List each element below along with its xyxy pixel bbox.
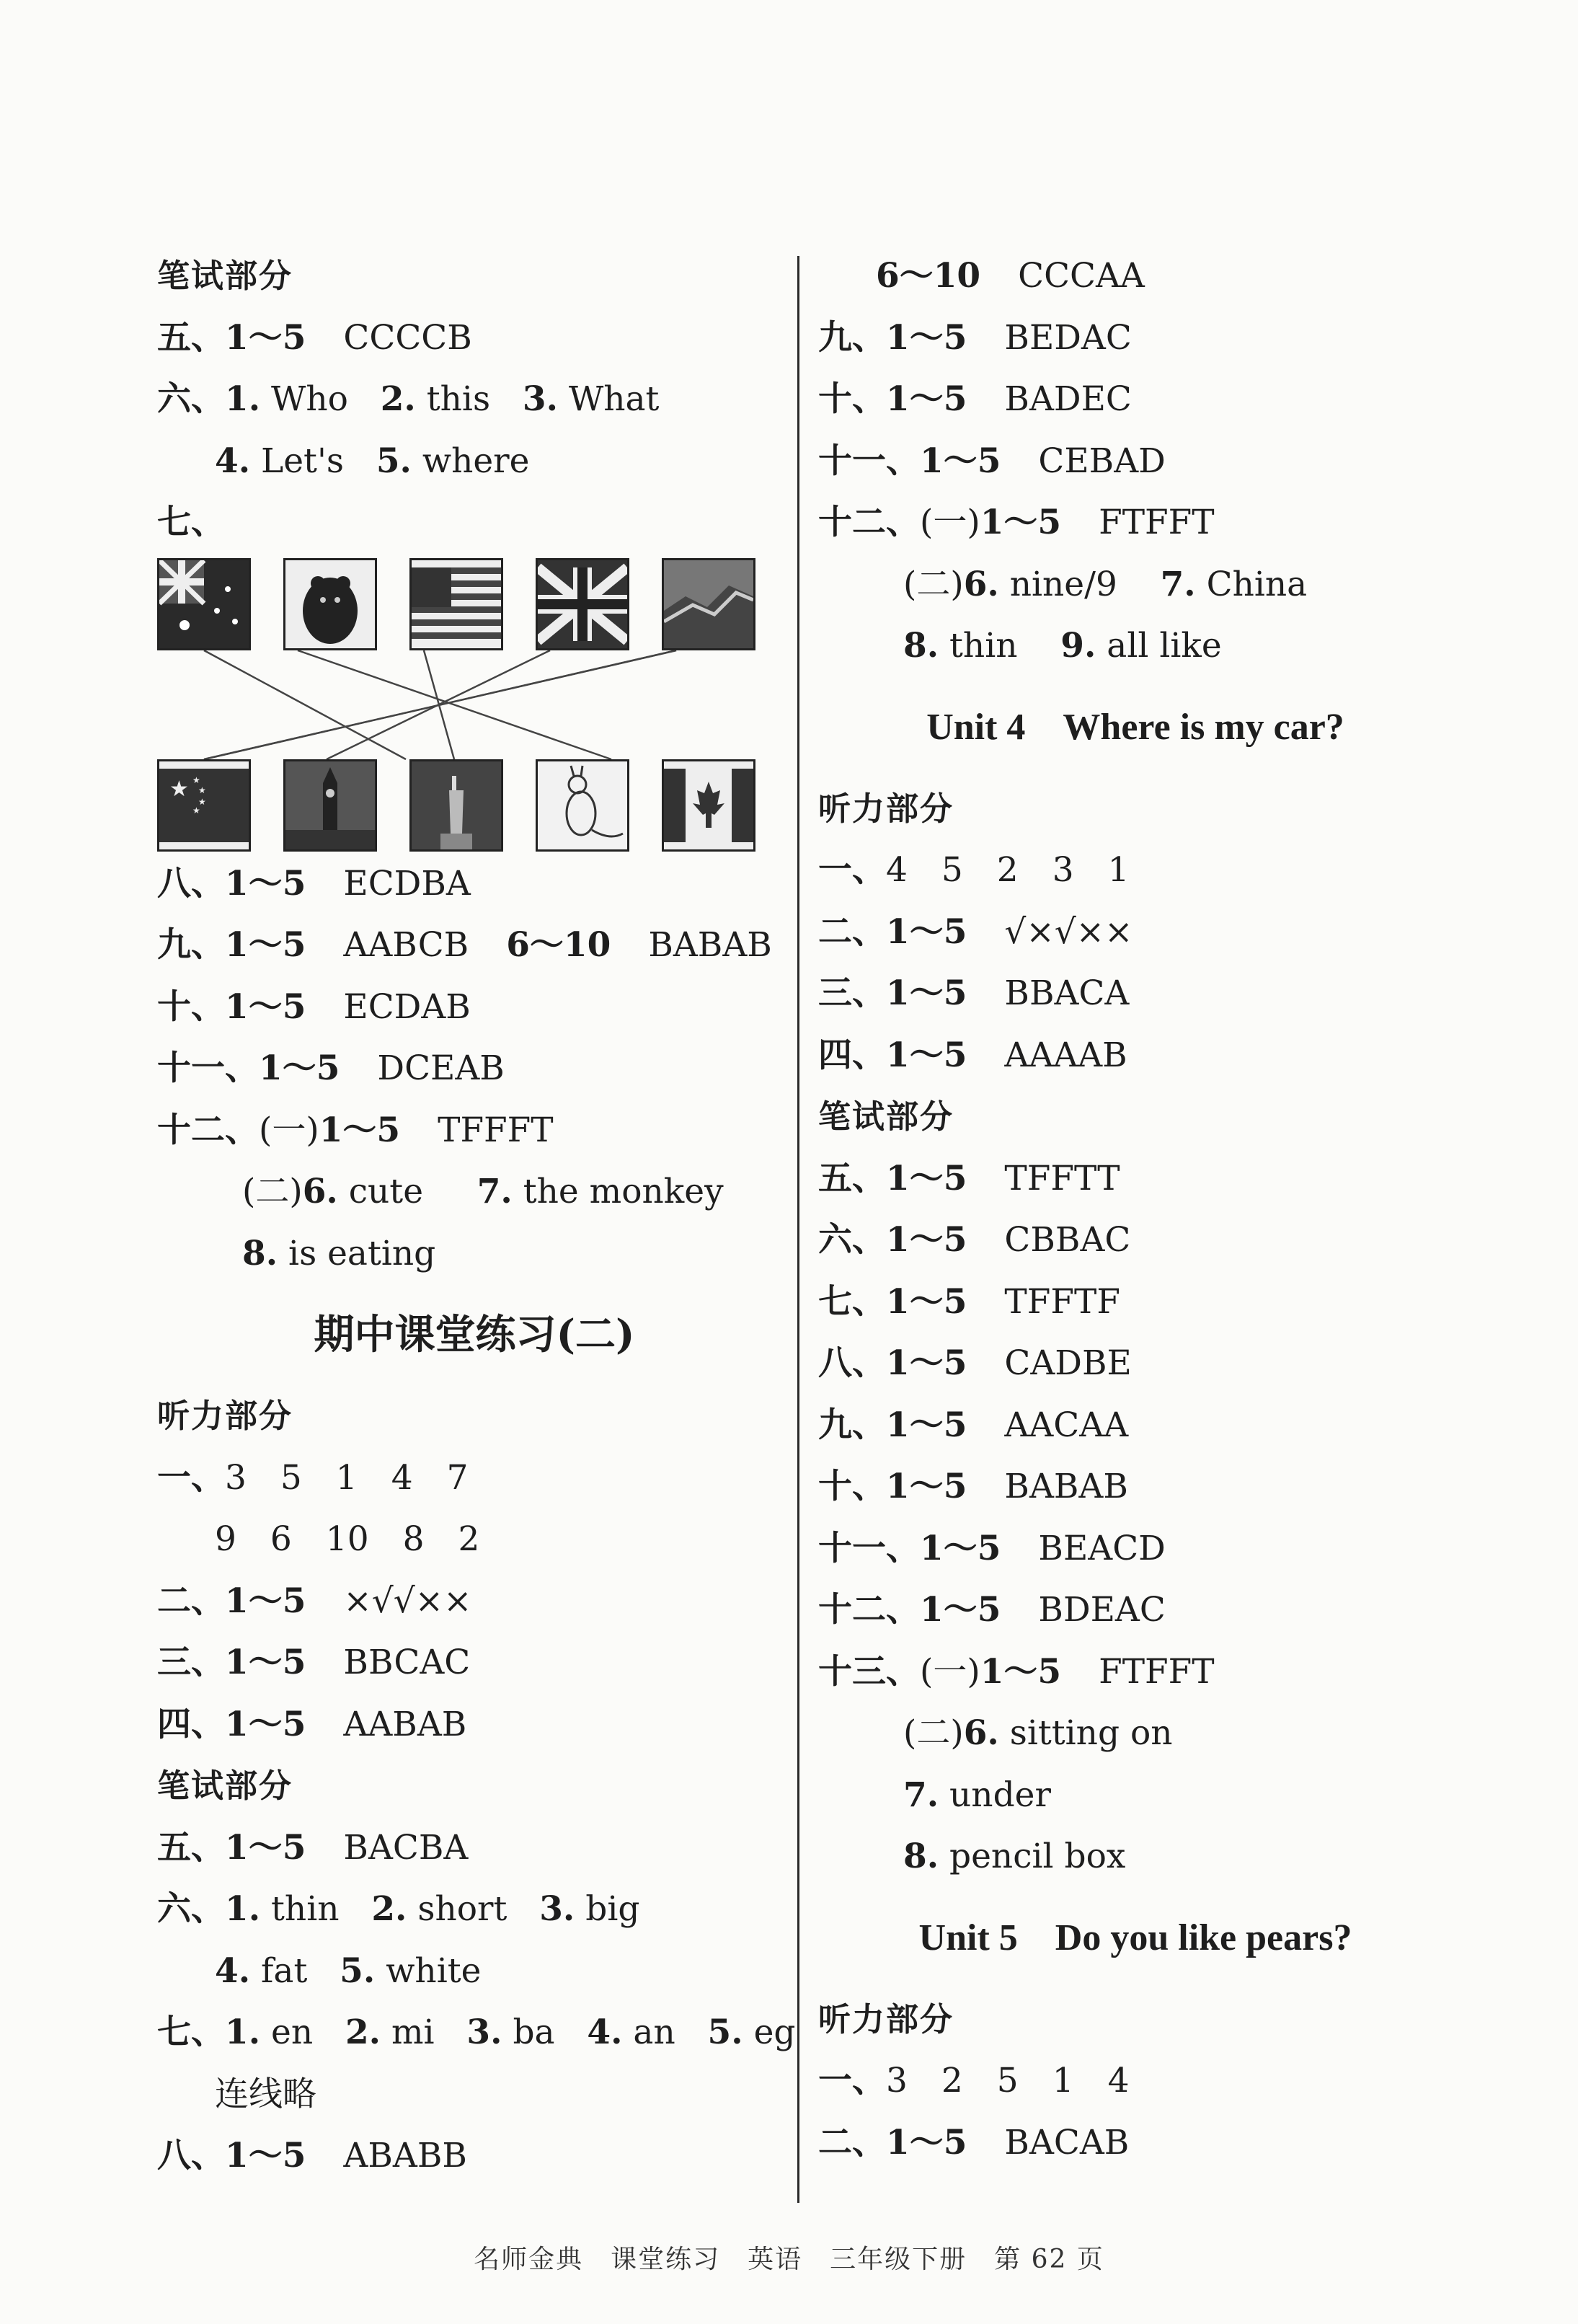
svg-text:★: ★	[198, 785, 206, 795]
great-wall-icon	[662, 558, 755, 650]
section-listening: 听力部分	[818, 789, 954, 828]
column-divider	[797, 256, 799, 2203]
answer-line: 七、1～5 TFFTF	[818, 1281, 1120, 1322]
answer-line: 8. is eating	[242, 1233, 436, 1273]
answer-line: 7. under	[903, 1775, 1051, 1815]
kangaroo-icon	[536, 759, 629, 852]
answer-line: 二、1～5 ×√√××	[157, 1581, 472, 1621]
answer-line: 九、1～5 AABCB 6～10 BABAB	[157, 925, 772, 965]
china-flag-icon	[157, 759, 251, 852]
answer-line: 6～10 CCCAA	[876, 256, 1145, 296]
section-listening: 听力部分	[818, 2000, 954, 2038]
answer-line: (二)6. nine/9 7. China	[903, 564, 1308, 604]
answer-line: 十三、(一)1～5 FTFFT	[818, 1651, 1215, 1692]
answer-line: 二、1～5 √×√××	[818, 911, 1133, 952]
australia-flag-icon	[157, 558, 251, 650]
canada-flag-icon	[662, 759, 755, 852]
usa-flag-icon	[409, 558, 503, 650]
answer-line: 五、1～5 TFFTT	[818, 1158, 1120, 1198]
answer-line: 十二、(一)1～5 FTFFT	[818, 503, 1215, 542]
section-listening: 听力部分	[157, 1397, 293, 1435]
uk-flag-icon	[536, 558, 629, 650]
answer-line: 九、1～5 BEDAC	[818, 317, 1132, 358]
right-column	[818, 245, 1453, 2173]
answer-line: 八、1～5 CADBE	[818, 1343, 1132, 1383]
answer-line: 九、1～5 AACAA	[818, 1405, 1129, 1445]
answer-line: 三、1～5 BBACA	[818, 973, 1130, 1013]
answer-line: 十一、1～5 BEACD	[818, 1528, 1166, 1568]
answer-line: 六、1. thin 2. short 3. big	[157, 1889, 640, 1929]
answer-line: 9 6 10 8 2	[215, 1519, 480, 1559]
answer-line: 4. Let's 5. where	[215, 441, 530, 481]
section-written: 笔试部分	[157, 257, 293, 295]
answer-line: 四、1～5 AABAB	[157, 1704, 467, 1744]
answer-line: 五、1～5 CCCCB	[157, 317, 472, 358]
section-written: 笔试部分	[157, 1767, 293, 1805]
answer-line: 8. pencil box	[903, 1837, 1126, 1876]
answer-line: 十、1～5 BABAB	[818, 1467, 1128, 1506]
answer-line: 十一、1～5 DCEAB	[157, 1048, 505, 1088]
answer-line: 十二、(一)1～5 TFFFT	[157, 1110, 554, 1150]
section-written: 笔试部分	[818, 1097, 954, 1136]
answer-line: 8. thin 9. all like	[903, 626, 1222, 666]
section-heading: 期中课堂练习(二)	[314, 1311, 635, 1358]
answer-line: 八、1～5 ABABB	[157, 2136, 467, 2175]
answer-line: 五、1～5 BACBA	[157, 1827, 469, 1868]
svg-text:★: ★	[192, 774, 200, 785]
answer-line: 十一、1～5 CEBAD	[818, 441, 1166, 481]
answer-line: 四、1～5 AAAAB	[818, 1035, 1127, 1075]
answer-line: 六、1. Who 2. this 3. What	[157, 379, 660, 419]
page-footer: 名师金典 课堂练习 英语 三年级下册 第 62 页	[474, 2245, 1104, 2274]
answer-line: (二)6. cute 7. the monkey	[242, 1172, 724, 1211]
answer-line: 一、3 2 5 1 4	[818, 2061, 1130, 2100]
answer-line: 一、4 5 2 3 1	[818, 850, 1130, 890]
big-ben-icon	[283, 759, 377, 852]
answer-line: 七、1. en 2. mi 3. ba 4. an 5. eg	[157, 2012, 796, 2052]
answer-line: 十二、1～5 BDEAC	[818, 1590, 1166, 1630]
svg-text:★: ★	[169, 776, 189, 802]
answer-line: 一、3 5 1 4 7	[157, 1457, 469, 1498]
answer-line: 八、1～5 ECDBA	[157, 863, 471, 903]
left-column	[157, 245, 796, 2187]
answer-line: 七、	[157, 503, 225, 542]
answer-line: 十、1～5 ECDAB	[157, 986, 471, 1027]
answer-line: 六、1～5 CBBAC	[818, 1220, 1131, 1260]
answer-line: 十、1～5 BADEC	[818, 379, 1132, 419]
unit-4-heading: Unit 4 Where is my car?	[926, 706, 1344, 748]
svg-text:★: ★	[192, 805, 200, 816]
answer-line: 4. fat 5. white	[215, 1950, 482, 1991]
answer-line: 连线略	[215, 2074, 316, 2114]
unit-5-heading: Unit 5 Do you like pears?	[918, 1917, 1352, 1958]
svg-text:★: ★	[198, 796, 206, 807]
beaver-icon	[283, 558, 377, 650]
flag-matching-figure	[157, 554, 806, 853]
answer-line: (二)6. sitting on	[903, 1713, 1173, 1753]
statue-of-liberty-icon	[409, 759, 503, 852]
answer-line: 三、1～5 BBCAC	[157, 1643, 471, 1682]
answer-line: 二、1～5 BACAB	[818, 2122, 1130, 2162]
